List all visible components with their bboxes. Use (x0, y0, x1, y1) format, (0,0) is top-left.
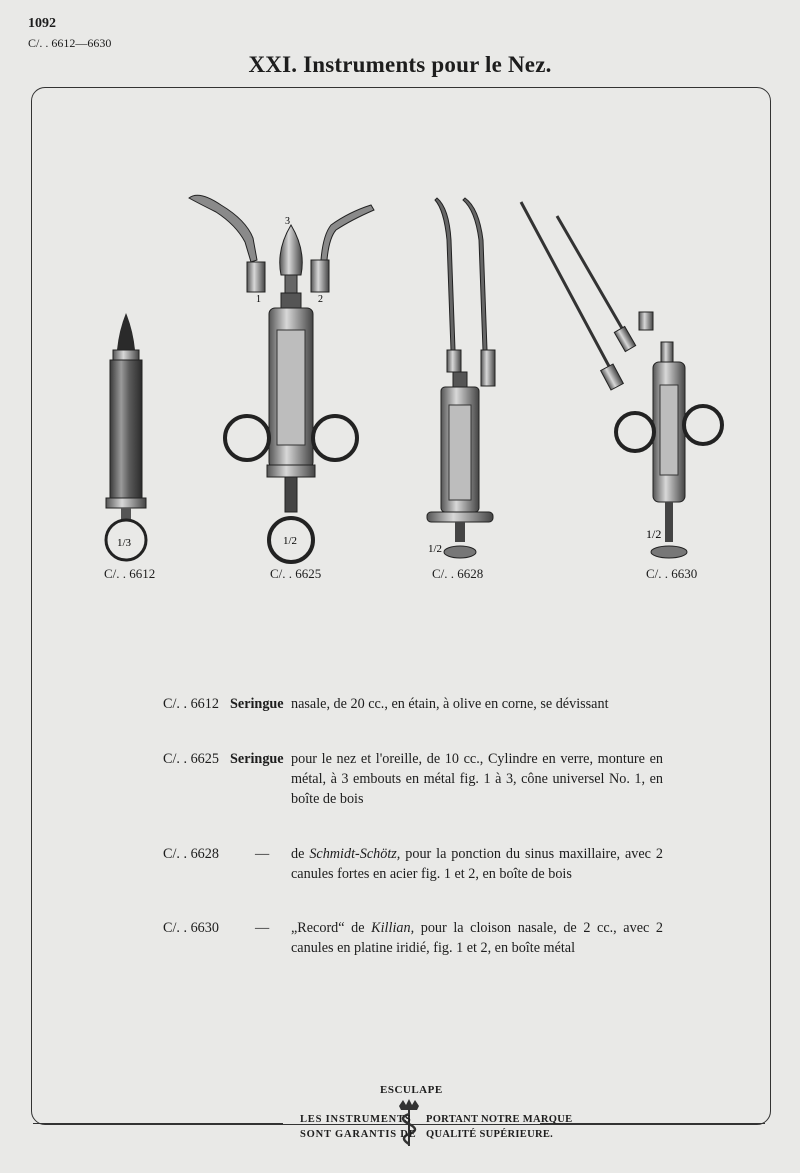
caption-6628: C/. . 6628 (432, 566, 484, 581)
entry-code: C/. . 6612 (163, 696, 219, 712)
desc-pre: „Record“ de (291, 920, 372, 936)
fig-6630-scale: 1/2 (646, 527, 662, 541)
entry-description (291, 844, 663, 884)
footer-left-line2: SONT GARANTIS DE (300, 1129, 417, 1140)
syringe-6630-drawing (521, 202, 722, 558)
desc-pre: de (291, 846, 310, 862)
entry-code: C/. . 6630 (163, 920, 219, 936)
desc-post: pour la cloison nasale, de 2 cc., avec 2 canules en platine iridié, fig. 1 et 2, en boîte métal (291, 920, 663, 956)
caption-6612: C/. . 6612 (104, 566, 156, 581)
catalog-range: C/. . 6612—6630 (28, 36, 112, 50)
footer-left-line1: LES INSTRUMENTS (300, 1114, 412, 1125)
entry-description: nasale, de 20 cc., en étain, à olive en corne, se dévissant (291, 696, 609, 712)
syringe-6628-drawing (427, 198, 495, 558)
syringe-6612-drawing (106, 313, 146, 560)
entry-description (291, 918, 663, 958)
author-name: Schmidt-Schötz, (309, 846, 401, 862)
entry-name: Seringue (230, 696, 284, 712)
fig-6625-num2: 2 (318, 294, 323, 305)
entry-code: C/. . 6625 (163, 751, 219, 767)
caption-6630: C/. . 6630 (646, 566, 698, 581)
footer-right-line1: PORTANT NOTRE MARQUE (426, 1114, 573, 1125)
hr-right (540, 1123, 765, 1124)
fig-6625-num1: 1 (256, 294, 261, 305)
hr-left (33, 1123, 283, 1124)
entry-name: Seringue (230, 751, 284, 767)
page-title: XXI. Instruments pour le Nez. (248, 52, 552, 77)
brand-name: ESCULAPE (380, 1084, 443, 1096)
entry-dash: — (255, 920, 270, 936)
fig-6625-scale: 1/2 (283, 535, 298, 547)
syringe-6625-drawing (189, 195, 374, 562)
footer-right-line2: QUALITÉ SUPÉRIEURE. (426, 1129, 554, 1140)
caption-6625: C/. . 6625 (270, 566, 322, 581)
footer-left-text (300, 1112, 416, 1142)
desc-post: pour la ponction du sinus maxillaire, avec 2 canules fortes en acier fig. 1 et 2, en boîte de bois (291, 846, 663, 882)
entry-dash: — (255, 846, 270, 862)
instrument-illustrations (31, 180, 771, 580)
fig-6628-scale: 1/2 (428, 543, 443, 555)
author-name: Killian, (371, 920, 415, 936)
entry-description: pour le nez et l'oreille, de 10 cc., Cylindre en verre, monture en métal, à 3 embouts en métal fig. 1 à 3, cône universel No. 1, en boîte de bois (291, 751, 663, 807)
entry-code: C/. . 6628 (163, 846, 219, 862)
page-number: 1092 (28, 16, 56, 31)
footer-right-text (426, 1112, 572, 1142)
fig-6612-scale: 1/3 (117, 537, 132, 549)
fig-6625-num3: 3 (285, 216, 290, 227)
